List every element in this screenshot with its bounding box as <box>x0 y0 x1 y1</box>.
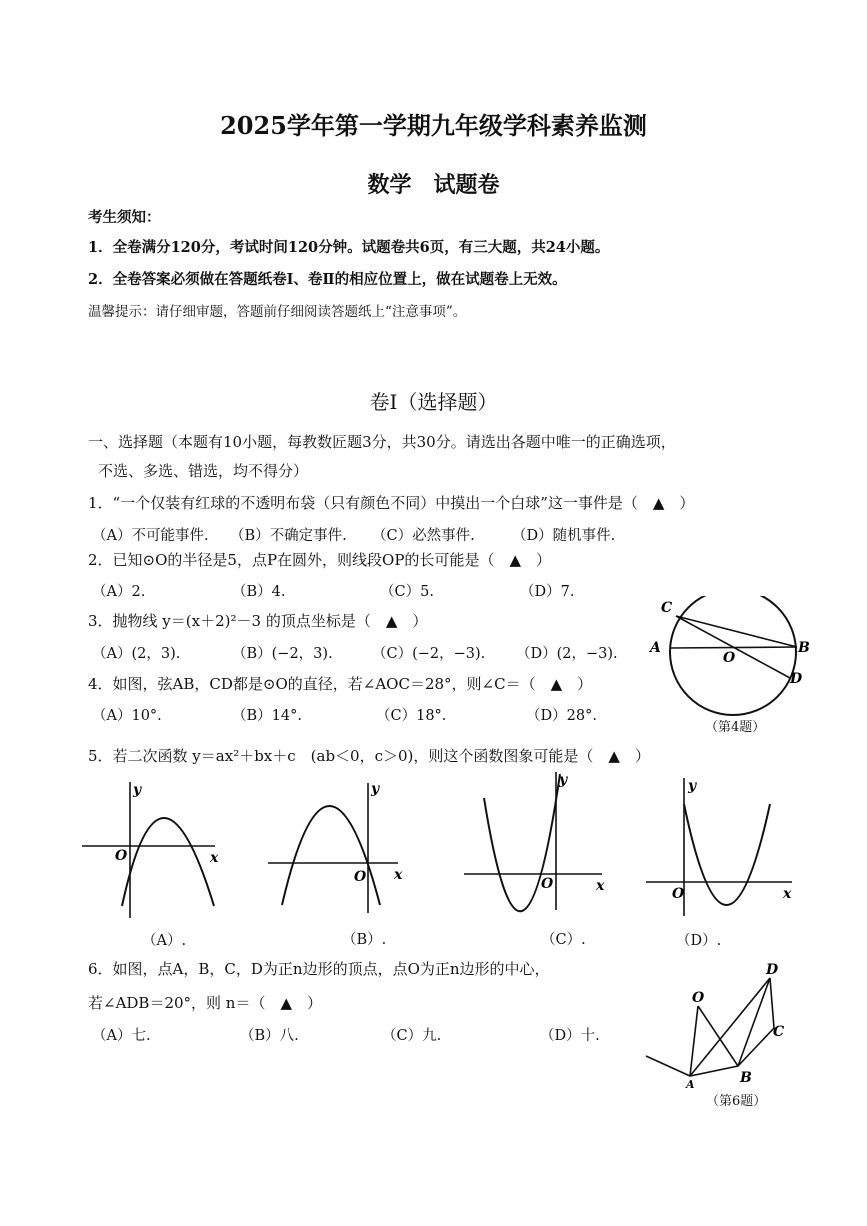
q2-option-d: （D）7. <box>520 584 575 600</box>
q5-graph-c-caption: （C）. <box>541 932 586 948</box>
q5-stem: 5．若二次函数 y＝ax²＋bx＋c (ab＜0，c＞0)，则这个函数图象可能是（ ▲ ） <box>88 747 650 765</box>
q3-option-a: （A）(2，3). <box>92 646 181 662</box>
q5-graph-d-caption: （D）. <box>676 933 722 949</box>
q6-stem-line1: 6．如图，点A，B，C，D为正n边形的顶点，点O为正n边形的中心， <box>88 960 550 978</box>
q5-graph-b-label-x: x <box>394 867 403 883</box>
q6-label-c: C <box>773 1024 785 1040</box>
q5-graph-a-label-o: O <box>115 848 128 864</box>
q5-graph-a-label-x: x <box>210 850 219 866</box>
q4-option-b: （B）14°. <box>232 708 302 724</box>
q4-stem: 4．如图，弦AB，CD都是⊙O的直径，若∠AOC＝28°，则∠C＝（ ▲ ） <box>88 675 593 693</box>
q4-figure-caption: （第4题） <box>705 720 766 735</box>
q6-figure-caption: （第6题） <box>706 1094 767 1109</box>
q4-option-a: （A）10°. <box>92 708 162 724</box>
q5-graph-b-parabola <box>282 806 380 905</box>
q6-segment-ob <box>698 1006 738 1066</box>
q4-label-o: O <box>723 650 736 666</box>
q6-figure <box>640 958 810 1090</box>
q5-graph-c-label-y: y <box>559 772 568 788</box>
q6-option-b: （B）八. <box>240 1028 299 1044</box>
q2-stem: 2．已知⊙O的半径是5，点P在圆外，则线段OP的长可能是（ ▲ ） <box>88 551 551 569</box>
section-intro-line1: 一、选择题（本题有10小题，每教数匠题3分，共30分。请选出各题中唯一的正确选项， <box>88 433 676 451</box>
q5-graph-a <box>80 770 240 920</box>
notice-tip: 温馨提示：请仔细审题，答题前仔细阅读答题纸上“注意事项”。 <box>88 304 467 320</box>
page-subtitle: 数学 试题卷 <box>367 172 500 198</box>
q6-polygon-edges <box>646 978 774 1076</box>
q5-graph-d-label-o: O <box>672 886 685 902</box>
q3-option-b: （B）(−2，3). <box>232 646 333 662</box>
notice-item-1: 1．全卷满分120分，考试时间120分钟。试题卷共6页，有三大题，共24小题。 <box>88 239 610 256</box>
q5-graph-c-label-o: O <box>541 876 554 892</box>
q5-graph-b-label-y: y <box>371 781 380 797</box>
q5-graph-c-label-x: x <box>596 878 605 894</box>
q6-segment-bd <box>738 978 770 1066</box>
q4-label-b: B <box>798 640 810 656</box>
notice-item-2: 2．全卷答案必须做在答题纸卷Ⅰ、卷Ⅱ的相应位置上，做在试题卷上无效。 <box>88 271 567 288</box>
q4-label-a: A <box>650 640 661 656</box>
q3-option-d: （D）(2，−3). <box>516 646 618 662</box>
q2-option-a: （A）2. <box>92 584 146 600</box>
q6-stem-line2: 若∠ADB＝20°，则 n＝（ ▲ ） <box>88 994 323 1012</box>
notice-heading: 考生须知： <box>88 209 161 226</box>
q6-label-b: B <box>740 1070 752 1086</box>
q5-graph-c <box>462 768 622 918</box>
q4-option-d: （D）28°. <box>526 708 597 724</box>
q1-option-d: （D）随机事件. <box>512 528 616 544</box>
q6-option-c: （C）九. <box>382 1028 442 1044</box>
q5-graph-d-parabola <box>684 804 770 905</box>
q1-option-b: （B）不确定事件. <box>230 528 347 544</box>
q1-option-c: （C）必然事件. <box>372 528 475 544</box>
q6-label-o: O <box>692 990 705 1006</box>
q4-label-d: D <box>790 671 803 687</box>
q6-label-d: D <box>766 962 779 978</box>
section-title: 卷Ⅰ（选择题） <box>369 390 498 414</box>
q4-option-c: （C）18°. <box>376 708 447 724</box>
q5-graph-b <box>268 775 418 925</box>
section-intro-line2: 不选、多选、错选，均不得分） <box>98 462 309 480</box>
q3-stem: 3．抛物线 y＝(x＋2)²－3 的顶点坐标是（ ▲ ） <box>88 612 428 630</box>
q5-graph-b-label-o: O <box>354 869 367 885</box>
q5-graph-d-label-x: x <box>783 886 792 902</box>
q5-graph-b-caption: （B）. <box>342 932 387 948</box>
q4-figure <box>640 596 830 736</box>
page-title: 2025学年第一学期九年级学科素养监测 <box>220 111 647 140</box>
q5-graph-d-label-y: y <box>688 778 697 794</box>
q6-segment-oa <box>690 1006 698 1076</box>
q6-label-a: A <box>686 1078 695 1090</box>
q1-stem: 1．“一个仅装有红球的不透明布袋（只有颜色不同）中摸出一个白球”这一事件是（ ▲ ） <box>88 494 695 512</box>
q6-option-a: （A）七. <box>92 1028 151 1044</box>
q2-option-b: （B）4. <box>232 584 286 600</box>
q3-option-c: （C）(−2，−3). <box>372 646 486 662</box>
q5-graph-a-caption: （A）. <box>142 933 187 949</box>
q6-option-d: （D）十. <box>540 1028 600 1044</box>
q2-option-c: （C）5. <box>380 584 434 600</box>
q5-graph-d <box>644 770 804 920</box>
q1-option-a: （A）不可能事件. <box>92 528 209 544</box>
q5-graph-a-parabola <box>122 818 214 906</box>
q4-label-c: C <box>661 600 673 616</box>
q4-chord-cb <box>676 616 797 647</box>
q5-graph-a-label-y: y <box>133 782 142 798</box>
